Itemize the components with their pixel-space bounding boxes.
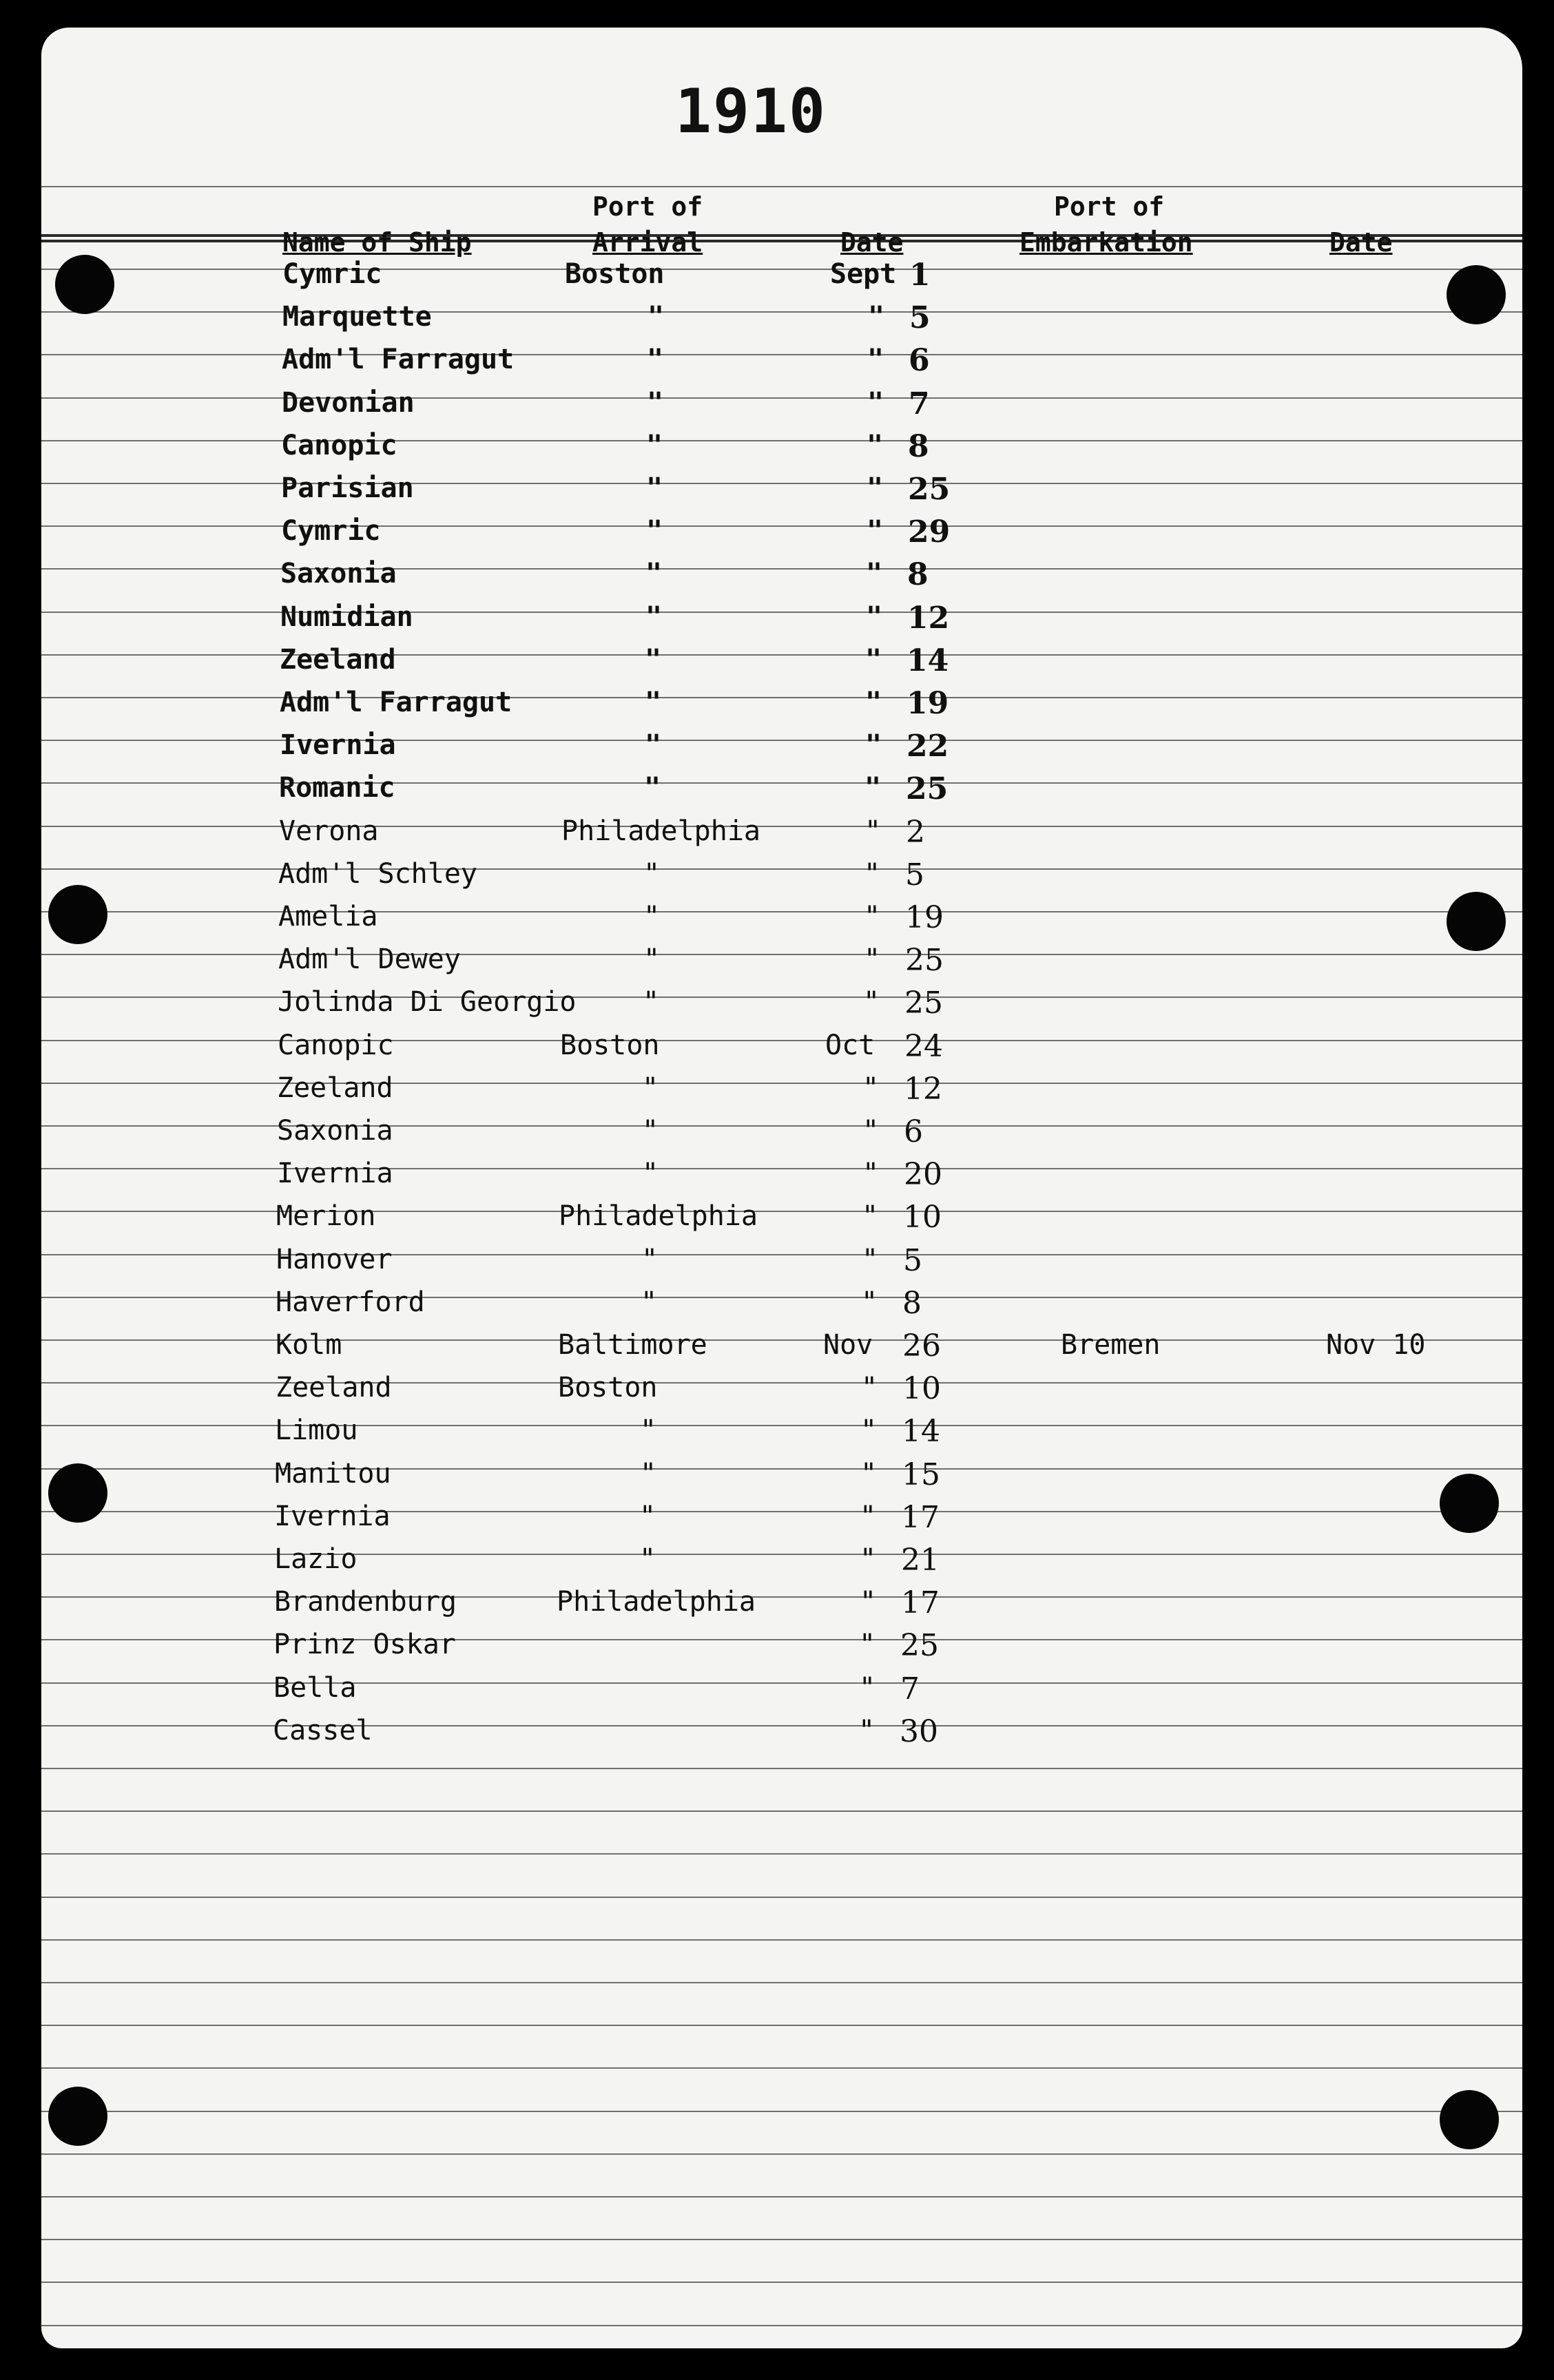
port-of-arrival-cell: " — [645, 729, 662, 761]
ruled-line — [41, 1511, 1522, 1512]
ruled-line — [41, 269, 1522, 270]
port-of-arrival-cell: " — [646, 430, 663, 461]
port-of-arrival-cell: " — [640, 1415, 657, 1446]
arrival-day-cell: 6 — [904, 1114, 923, 1149]
header-top-rule — [41, 186, 1522, 187]
arrival-month-cell: " — [862, 1072, 880, 1104]
arrival-month-cell: " — [864, 901, 881, 932]
port-of-arrival-cell: " — [647, 344, 664, 375]
port-of-arrival-cell: " — [643, 943, 661, 975]
arrival-month-cell: " — [866, 601, 883, 633]
ship-name-cell: Cymric — [281, 515, 381, 547]
arrival-month-cell: Sept — [830, 258, 897, 290]
arrival-month-cell: " — [867, 515, 884, 547]
arrival-day-cell: 5 — [903, 1243, 922, 1278]
ship-name-cell: Saxonia — [280, 558, 397, 589]
port-of-arrival-cell: Boston — [558, 1372, 658, 1403]
ruled-line — [41, 2025, 1522, 2026]
ruled-line — [41, 826, 1522, 827]
arrival-month-cell: " — [858, 1715, 876, 1746]
arrival-day-cell: 12 — [904, 1072, 942, 1107]
arrival-month-cell: " — [865, 729, 882, 761]
arrival-day-cell: 25 — [904, 985, 943, 1021]
ship-name-cell: Brandenburg — [274, 1586, 457, 1618]
arrival-day-cell: 19 — [906, 686, 949, 721]
ruled-line — [41, 1083, 1522, 1084]
punch-hole — [1440, 2090, 1499, 2149]
ship-name-cell: Parisian — [281, 472, 414, 504]
ship-name-cell: Lazio — [274, 1543, 358, 1575]
port-of-arrival-cell: Baltimore — [558, 1329, 707, 1361]
arrival-month-cell: " — [862, 1200, 879, 1232]
arrival-day-cell: 5 — [905, 857, 924, 892]
header-port-of-embarkation-top: Port of — [1054, 191, 1165, 222]
header-name-of-ship: Name of Ship — [282, 227, 472, 258]
arrival-day-cell: 17 — [901, 1500, 940, 1535]
arrival-day-cell: 14 — [902, 1414, 940, 1449]
header-port-of-arrival-top: Port of — [592, 191, 703, 222]
ruled-line — [41, 954, 1522, 955]
header-embarkation-date: Date — [1329, 227, 1393, 258]
ruled-line — [41, 1040, 1522, 1041]
ship-name-cell: Adm'l Farragut — [282, 344, 515, 375]
ship-name-cell: Saxonia — [277, 1115, 393, 1147]
ship-name-cell: Adm'l Dewey — [278, 943, 461, 975]
ruled-line — [41, 1682, 1522, 1684]
arrival-day-cell: 20 — [904, 1157, 942, 1192]
port-of-arrival-cell: Philadelphia — [561, 815, 760, 847]
ruled-line — [41, 2111, 1522, 2112]
ship-name-cell: Devonian — [282, 387, 415, 419]
ruled-line — [41, 911, 1522, 912]
header-port-of-arrival: Arrival — [592, 227, 703, 258]
arrival-month-cell: " — [860, 1586, 877, 1618]
record-card — [41, 28, 1522, 2348]
arrival-month-cell: " — [865, 687, 882, 718]
ship-name-cell: Adm'l Schley — [278, 858, 477, 890]
ship-name-cell: Prinz Oskar — [273, 1629, 456, 1660]
port-of-arrival-cell: " — [643, 986, 660, 1018]
ship-name-cell: Haverford — [276, 1286, 425, 1318]
ruled-line — [41, 2067, 1522, 2069]
ship-name-cell: Ivernia — [280, 729, 396, 761]
ship-name-cell: Ivernia — [274, 1501, 391, 1532]
port-of-arrival-cell: " — [641, 1244, 659, 1275]
arrival-month-cell: " — [860, 1543, 877, 1575]
ship-name-cell: Numidian — [280, 601, 413, 633]
ruled-line — [41, 1554, 1522, 1555]
arrival-month-cell: " — [867, 344, 884, 375]
port-of-arrival-cell: " — [641, 1286, 658, 1318]
ruled-line — [41, 2325, 1522, 2326]
punch-hole — [1447, 892, 1506, 951]
ruled-line — [41, 1596, 1522, 1598]
arrival-day-cell: 26 — [902, 1328, 941, 1364]
punch-hole — [55, 255, 114, 314]
port-of-arrival-cell: " — [642, 1115, 659, 1147]
arrival-day-cell: 25 — [908, 472, 951, 507]
port-of-arrival-cell: " — [644, 772, 661, 804]
ship-name-cell: Kolm — [276, 1329, 342, 1361]
arrival-day-cell: 19 — [905, 900, 944, 935]
ship-name-cell: Verona — [279, 815, 379, 847]
arrival-month-cell: " — [862, 1158, 880, 1189]
header-port-of-embarkation: Embarkation — [1019, 227, 1193, 258]
port-of-arrival-cell: " — [645, 558, 663, 589]
ruled-line — [41, 654, 1522, 656]
port-of-arrival-cell: Philadelphia — [557, 1586, 756, 1618]
ruled-line — [41, 612, 1522, 613]
arrival-day-cell: 25 — [905, 943, 944, 978]
header-rule — [41, 234, 1522, 237]
ruled-line — [41, 1211, 1522, 1212]
ruled-line — [41, 1897, 1522, 1898]
ship-name-cell: Cymric — [282, 258, 382, 290]
punch-hole — [48, 885, 107, 944]
arrival-month-cell: " — [867, 472, 884, 504]
ruled-line — [41, 354, 1522, 355]
ship-name-cell: Ivernia — [277, 1158, 393, 1189]
arrival-month-cell: " — [861, 1286, 878, 1318]
port-of-arrival-cell: " — [643, 901, 661, 932]
arrival-month-cell: " — [864, 858, 881, 890]
arrival-day-cell: 1 — [909, 258, 931, 293]
arrival-day-cell: 24 — [904, 1029, 943, 1064]
punch-hole — [1440, 1474, 1499, 1533]
port-of-embarkation-cell: Bremen — [1061, 1329, 1161, 1361]
arrival-day-cell: 2 — [906, 815, 925, 850]
arrival-day-cell: 22 — [906, 729, 949, 764]
ship-name-cell: Zeeland — [280, 644, 396, 676]
arrival-day-cell: 12 — [907, 601, 950, 636]
ship-name-cell: Hanover — [276, 1244, 393, 1275]
ship-name-cell: Jolinda Di Georgio — [278, 986, 577, 1018]
arrival-day-cell: 10 — [902, 1371, 941, 1406]
ship-name-cell: Zeeland — [276, 1372, 392, 1403]
port-of-arrival-cell: " — [639, 1543, 656, 1575]
port-of-arrival-cell: " — [645, 687, 662, 718]
punch-hole — [1447, 265, 1506, 324]
ship-name-cell: Limou — [275, 1415, 358, 1446]
ship-name-cell: Canopic — [281, 430, 397, 461]
port-of-arrival-cell: " — [646, 472, 663, 504]
arrival-day-cell: 5 — [909, 300, 931, 335]
header-rule — [41, 240, 1522, 242]
ruled-line — [41, 1468, 1522, 1470]
ruled-line — [41, 397, 1522, 399]
year-heading: 1910 — [675, 76, 827, 147]
punch-hole — [48, 2087, 107, 2146]
ruled-line — [41, 1382, 1522, 1384]
arrival-month-cell: " — [867, 430, 884, 461]
arrival-day-cell: 10 — [903, 1200, 942, 1235]
ruled-line — [41, 697, 1522, 698]
arrival-day-cell: 6 — [909, 343, 930, 378]
ship-name-cell: Zeeland — [277, 1072, 393, 1104]
arrival-day-cell: 8 — [907, 557, 929, 592]
ruled-line — [41, 1725, 1522, 1726]
ruled-line — [41, 1425, 1522, 1426]
arrival-month-cell: " — [864, 815, 882, 847]
port-of-arrival-cell: " — [645, 601, 663, 633]
ruled-line — [41, 311, 1522, 313]
ruled-line — [41, 1768, 1522, 1769]
ruled-line — [41, 2153, 1522, 2155]
arrival-month-cell: " — [866, 558, 883, 589]
port-of-arrival-cell: " — [648, 301, 665, 333]
ruled-line — [41, 868, 1522, 870]
port-of-arrival-cell: " — [642, 1158, 659, 1189]
arrival-month-cell: " — [865, 644, 882, 676]
arrival-day-cell: 25 — [906, 771, 949, 806]
port-of-arrival-cell: " — [640, 1458, 657, 1490]
ship-name-cell: Marquette — [282, 301, 432, 333]
ruled-line — [41, 1639, 1522, 1640]
arrival-month-cell: " — [867, 387, 884, 419]
port-of-arrival-cell: " — [643, 858, 661, 890]
arrival-month-cell: " — [862, 1244, 879, 1275]
arrival-day-cell: 7 — [900, 1671, 920, 1706]
port-of-arrival-cell: " — [639, 1501, 656, 1532]
arrival-month-cell: " — [864, 772, 882, 804]
embarkation-date-cell: Nov 10 — [1326, 1329, 1426, 1361]
arrival-month-cell: " — [860, 1501, 877, 1532]
arrival-day-cell: 8 — [908, 429, 929, 464]
ship-name-cell: Merion — [276, 1200, 376, 1232]
arrival-month-cell: Nov — [823, 1329, 873, 1361]
ship-name-cell: Romanic — [279, 772, 395, 804]
ruled-line — [41, 2282, 1522, 2283]
arrival-day-cell: 21 — [901, 1543, 940, 1578]
ruled-line — [41, 1939, 1522, 1941]
arrival-month-cell: " — [860, 1415, 878, 1446]
port-of-arrival-cell: Boston — [560, 1030, 660, 1061]
ruled-line — [41, 782, 1522, 784]
port-of-arrival-cell: " — [647, 387, 664, 419]
port-of-arrival-cell: " — [646, 515, 663, 547]
ship-name-cell: Amelia — [278, 901, 378, 932]
ruled-line — [41, 1339, 1522, 1341]
ship-name-cell: Manitou — [275, 1458, 391, 1490]
port-of-arrival-cell: " — [645, 644, 662, 676]
ruled-line — [41, 1810, 1522, 1812]
ruled-line — [41, 1297, 1522, 1298]
arrival-month-cell: " — [859, 1672, 876, 1704]
ruled-line — [41, 1125, 1522, 1127]
ruled-line — [41, 2196, 1522, 2198]
ruled-line — [41, 2239, 1522, 2240]
ruled-line — [41, 740, 1522, 741]
arrival-day-cell: 8 — [902, 1286, 922, 1321]
arrival-day-cell: 7 — [909, 386, 930, 421]
punch-hole — [48, 1463, 107, 1523]
arrival-day-cell: 30 — [900, 1714, 938, 1749]
arrival-month-cell: " — [863, 986, 880, 1018]
ruled-line — [41, 996, 1522, 998]
ruled-line — [41, 1254, 1522, 1255]
port-of-arrival-cell: Philadelphia — [559, 1200, 758, 1232]
ruled-line — [41, 483, 1522, 484]
ruled-line — [41, 568, 1522, 570]
ruled-line — [41, 440, 1522, 441]
arrival-month-cell: " — [861, 1372, 878, 1403]
ship-name-cell: Adm'l Farragut — [280, 687, 512, 718]
port-of-arrival-cell: " — [642, 1072, 659, 1104]
arrival-day-cell: 25 — [900, 1628, 939, 1663]
arrival-day-cell: 15 — [902, 1457, 940, 1492]
arrival-month-cell: " — [868, 301, 885, 333]
ruled-line — [41, 1982, 1522, 1983]
arrival-month-cell: " — [859, 1629, 876, 1660]
arrival-month-cell: " — [862, 1115, 880, 1147]
arrival-month-cell: Oct — [825, 1030, 876, 1061]
port-of-arrival-cell: Boston — [565, 258, 665, 290]
ship-name-cell: Cassel — [273, 1715, 373, 1746]
ruled-line — [41, 1168, 1522, 1169]
header-arrival-date: Date — [840, 227, 904, 258]
arrival-day-cell: 17 — [901, 1585, 940, 1620]
arrival-month-cell: " — [860, 1458, 878, 1490]
arrival-day-cell: 14 — [906, 643, 949, 678]
ship-name-cell: Bella — [273, 1672, 357, 1704]
ruled-line — [41, 525, 1522, 527]
arrival-day-cell: 29 — [908, 514, 951, 550]
ruled-line — [41, 1853, 1522, 1855]
ship-name-cell: Canopic — [278, 1030, 394, 1061]
arrival-month-cell: " — [864, 943, 881, 975]
